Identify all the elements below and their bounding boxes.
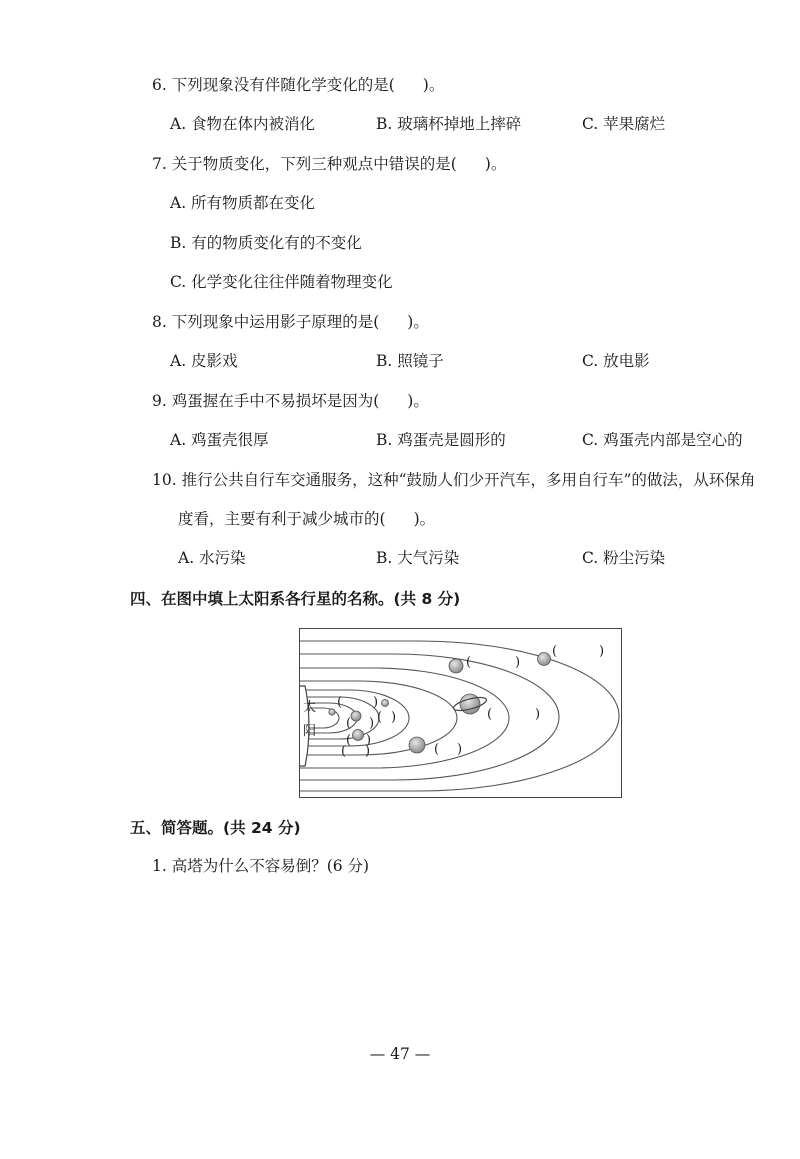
planet-earth	[353, 730, 364, 741]
question-10-stem-continued	[178, 509, 435, 529]
question-10-option-a: A. 水污染	[178, 549, 246, 567]
planet-mercury	[329, 709, 335, 715]
question-9-stem	[152, 391, 429, 411]
svg-text:): )	[365, 744, 371, 759]
solar-system-diagram	[299, 628, 622, 798]
svg-text:(: (	[341, 744, 347, 759]
question-9-text: 9. 鸡蛋握在手中不易损坏是因为(	[152, 392, 380, 410]
question-9-end: )。	[407, 392, 429, 410]
svg-text:(: (	[377, 710, 383, 725]
question-8-option-c: C. 放电影	[582, 352, 650, 370]
svg-text:(: (	[337, 695, 343, 710]
question-9-option-c: C. 鸡蛋壳内部是空心的	[582, 431, 743, 449]
question-7-option-c: C. 化学变化往往伴随着物理变化	[170, 273, 393, 291]
section-4-title: 四、在图中填上太阳系各行星的名称。(共 8 分)	[130, 590, 461, 608]
question-8-option-b: B. 照镜子	[376, 352, 444, 370]
question-6-end: )。	[422, 76, 445, 94]
question-10-option-b: B. 大气污染	[376, 549, 460, 567]
planet-jupiter	[409, 737, 425, 753]
sun-label-top: 太	[303, 700, 317, 715]
svg-text:): )	[515, 655, 521, 670]
svg-text:): )	[369, 716, 375, 731]
svg-text:(: (	[466, 655, 472, 670]
question-9-option-a: A. 鸡蛋壳很厚	[170, 431, 269, 449]
svg-text:(: (	[346, 716, 352, 731]
question-6-text: 6. 下列现象没有伴随化学变化的是(	[152, 76, 395, 94]
svg-text:(: (	[434, 742, 440, 757]
sun-label-bottom: 阳	[303, 724, 317, 739]
svg-text:(: (	[487, 707, 493, 722]
svg-text:(: (	[552, 644, 558, 659]
planet-uranus	[449, 659, 463, 673]
question-10-text: 度看，主要有利于减少城市的(	[178, 510, 386, 528]
planet-mars	[382, 700, 389, 707]
page-number: — 47 —	[369, 1045, 431, 1063]
svg-text:): )	[373, 695, 379, 710]
section-5-title: 五、简答题。(共 24 分)	[130, 819, 301, 837]
question-6-option-c: C. 苹果腐烂	[582, 115, 666, 133]
question-6-option-a: A. 食物在体内被消化	[170, 115, 316, 133]
question-10-end: )。	[413, 510, 436, 528]
svg-text:(: (	[346, 733, 352, 748]
question-6-stem	[152, 75, 444, 95]
svg-text:): )	[457, 742, 463, 757]
section-5-question-1: 1. 高塔为什么不容易倒？(6 分)	[152, 857, 370, 875]
svg-text:): )	[391, 710, 397, 725]
question-7-option-b: B. 有的物质变化有的不变化	[170, 234, 362, 252]
planet-venus	[351, 711, 361, 721]
svg-text:): )	[535, 707, 541, 722]
question-10-option-c: C. 粉尘污染	[582, 549, 666, 567]
question-7-text: 7. 关于物质变化，下列三种观点中错误的是(	[152, 155, 457, 173]
question-7-option-a: A. 所有物质都在变化	[170, 194, 316, 212]
planet-saturn	[460, 694, 480, 714]
question-8-text: 8. 下列现象中运用影子原理的是(	[152, 313, 380, 331]
question-7-stem	[152, 154, 506, 174]
question-8-stem	[152, 312, 429, 332]
planet-neptune	[538, 653, 551, 666]
svg-text:): )	[599, 644, 605, 659]
question-8-end: )。	[407, 313, 429, 331]
question-8-option-a: A. 皮影戏	[170, 352, 238, 370]
question-10-stem: 10. 推行公共自行车交通服务，这种“鼓励人们少开汽车，多用自行车”的做法，从环保角	[152, 471, 756, 489]
question-9-option-b: B. 鸡蛋壳是圆形的	[376, 431, 506, 449]
svg-text:): )	[366, 733, 372, 748]
question-7-end: )。	[484, 155, 507, 173]
question-6-option-b: B. 玻璃杯掉地上摔碎	[376, 115, 522, 133]
